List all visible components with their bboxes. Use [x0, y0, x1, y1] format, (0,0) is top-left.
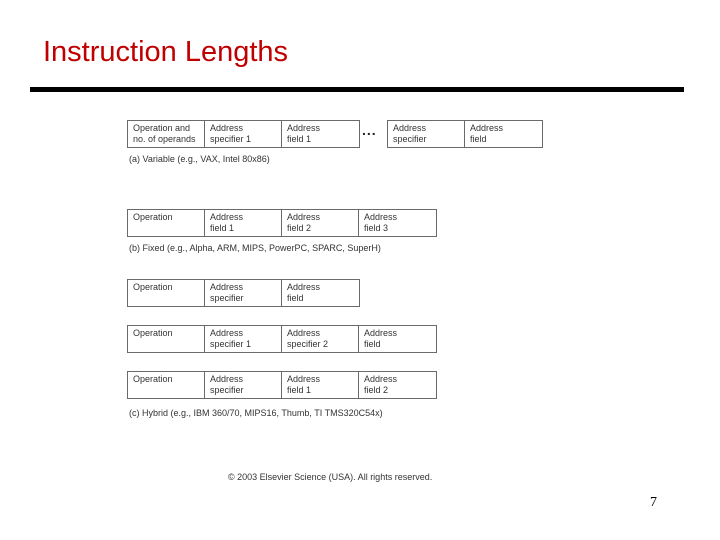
title-rule	[30, 87, 684, 92]
field-cell: Address field	[364, 328, 398, 349]
field-cell: Address specifier 1	[205, 121, 282, 147]
field-cell: Operation	[128, 280, 205, 306]
field-cell: Operation and no. of operands	[128, 121, 205, 147]
field-cell: Operation	[128, 326, 205, 352]
field-cell: Address field 1	[287, 123, 321, 144]
field-cell: Address field 1	[205, 210, 282, 236]
fixed-format	[127, 209, 437, 237]
variable-format-right	[387, 120, 543, 148]
field-cell: Address field	[287, 282, 321, 303]
fixed-caption: (b) Fixed (e.g., Alpha, ARM, MIPS, PowerPC, SPARC, SuperH)	[129, 243, 381, 253]
hybrid-caption: (c) Hybrid (e.g., IBM 360/70, MIPS16, Thumb, TI TMS320C54x)	[129, 408, 383, 418]
field-cell: Address field	[470, 123, 504, 144]
variable-caption: (a) Variable (e.g., VAX, Intel 80x86)	[129, 154, 270, 164]
field-cell: Address specifier	[205, 372, 282, 398]
field-cell: Address field 3	[364, 212, 398, 233]
page-number: 7	[650, 495, 657, 510]
field-cell: Address specifier	[388, 121, 465, 147]
field-cell: Operation	[128, 372, 205, 398]
hybrid-format-1	[127, 279, 360, 307]
copyright-notice: © 2003 Elsevier Science (USA). All rights reserved.	[228, 472, 433, 482]
variable-format-left	[127, 120, 360, 148]
field-cell: Address specifier 2	[282, 326, 359, 352]
field-cell: Operation	[128, 210, 205, 236]
hybrid-format-2	[127, 325, 437, 353]
field-cell: Address specifier 1	[205, 326, 282, 352]
ellipsis: ...	[362, 122, 377, 138]
field-cell: Address field 2	[364, 374, 398, 395]
hybrid-format-3	[127, 371, 437, 399]
field-cell: Address field 1	[282, 372, 359, 398]
slide-title: Instruction Lengths	[43, 36, 289, 68]
field-cell: Address field 2	[282, 210, 359, 236]
field-cell: Address specifier	[205, 280, 282, 306]
